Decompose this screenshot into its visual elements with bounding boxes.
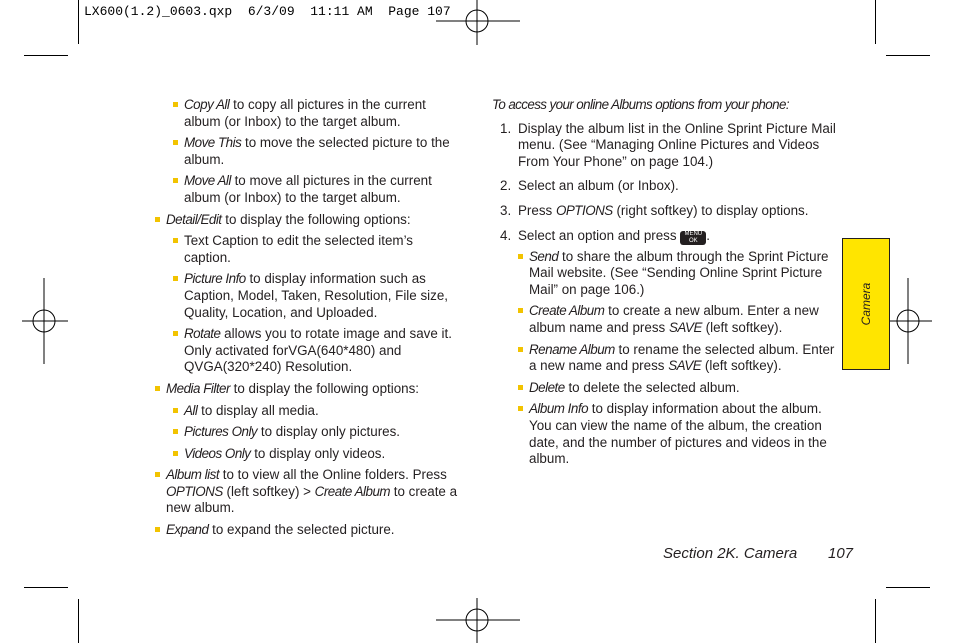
- list-item-delete: Delete to delete the selected album.: [518, 380, 837, 397]
- footer-section-label: Section 2K. Camera: [663, 545, 798, 562]
- registration-mark-left: [22, 278, 68, 364]
- registration-mark-right: [886, 278, 932, 364]
- list-item-videos-only: Videos Only to display only videos.: [173, 446, 460, 463]
- list-item-text-caption: Text Caption to edit the selected item’s caption.: [173, 233, 460, 266]
- registration-mark-bottom: [436, 598, 520, 643]
- step-3: 3. Press OPTIONS (right softkey) to display options.: [500, 202, 809, 218]
- section-side-tab: [842, 238, 890, 370]
- list-item-all: All to display all media.: [173, 403, 460, 420]
- page-number: 107: [828, 545, 854, 562]
- list-item-media-filter: Media Filter to display the following options:: [155, 381, 460, 398]
- list-item-picture-info: Picture Info to display information such as Caption, Model, Taken, Resolution, File size, Quality, Location, and Uploaded.: [173, 271, 460, 321]
- right-column: [492, 97, 837, 468]
- list-item-copy-all: Copy All to copy all pictures in the current album (or Inbox) to the target album.: [173, 97, 460, 130]
- list-item-detail-edit: Detail/Edit to display the following options:: [155, 212, 460, 229]
- list-item-rename-album: Rename Album to rename the selected album. Enter a new name and press SAVE (left softkey).: [518, 342, 837, 375]
- registration-mark-top: [436, 0, 520, 45]
- list-item-expand: Expand to expand the selected picture.: [155, 522, 460, 539]
- step-2: 2. Select an album (or Inbox).: [500, 178, 679, 194]
- step-1: 1. Display the album list in the Online Sprint Picture Mail menu. (See “Managing Online Pictures and Videos From Your Phone” on page 104.): [500, 120, 836, 169]
- list-item-move-all: Move All to move all pictures in the current album (or Inbox) to the target album.: [173, 173, 460, 206]
- list-item-pictures-only: Pictures Only to display only pictures.: [173, 424, 460, 441]
- list-item-move-this: Move This to move the selected picture to the album.: [173, 135, 460, 168]
- menu-ok-key-icon: MENU OK: [680, 231, 706, 245]
- side-tab-label: Camera: [859, 282, 873, 326]
- left-column: [155, 97, 460, 539]
- list-item-send: Send to share the album through the Sprint Picture Mail website. (See “Sending Online Sprint Picture Mail” on page 106.): [518, 249, 837, 299]
- list-item-rotate: Rotate allows you to rotate image and save it. Only activated forVGA(640*480) and QVGA(320*240) Resolution.: [173, 326, 460, 376]
- list-item-create-album: Create Album to create a new album. Enter a new album name and press SAVE (left softkey).: [518, 303, 837, 336]
- step-4: 4. Select an option and press MENU OK .: [500, 227, 711, 244]
- section-heading: To access your online Albums options from your phone:: [492, 97, 789, 112]
- list-item-album-list: Album list to to view all the Online folders. Press OPTIONS (left softkey) > Create Album to create a new album.: [155, 467, 460, 517]
- list-item-album-info: Album Info to display information about the album. You can view the name of the album, the creation date, and the number of pictures and videos in the album.: [518, 401, 837, 467]
- print-slug-line: LX600(1.2)_0603.qxp 6/3/09 11:11 AM Page 107: [84, 4, 451, 19]
